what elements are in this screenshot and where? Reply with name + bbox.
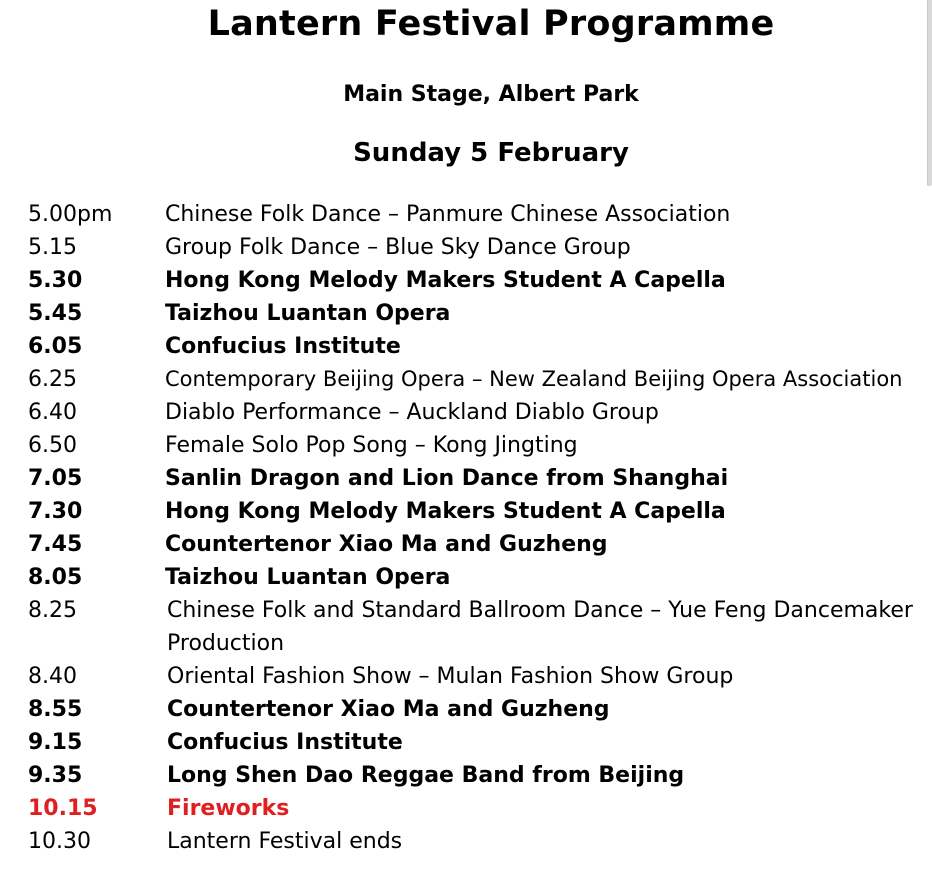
schedule-act: Chinese Folk Dance – Panmure Chinese Association: [165, 202, 731, 227]
schedule-row: [28, 363, 932, 396]
schedule-time: 5.00pm: [28, 202, 113, 227]
schedule-row: [28, 330, 932, 363]
schedule-act: Countertenor Xiao Ma and Guzheng: [165, 532, 608, 557]
schedule-act: Confucius Institute: [167, 730, 403, 755]
schedule-act: Fireworks: [167, 796, 290, 821]
schedule-time: 6.40: [28, 400, 77, 425]
schedule-time: 6.25: [28, 367, 77, 392]
schedule-act: Chinese Folk and Standard Ballroom Dance – Yue Feng Dancemaker Production: [167, 598, 913, 656]
schedule-time: 9.15: [28, 730, 83, 755]
schedule-act: Diablo Performance – Auckland Diablo Group: [165, 400, 659, 425]
schedule-row: [28, 726, 932, 759]
schedule-act: Taizhou Luantan Opera: [165, 565, 451, 590]
schedule-row: [28, 429, 932, 462]
schedule-row: [28, 528, 932, 561]
schedule-row: [28, 825, 932, 858]
schedule-list: [28, 198, 932, 858]
schedule-act: Hong Kong Melody Makers Student A Capella: [165, 499, 726, 524]
schedule-act: Lantern Festival ends: [167, 829, 403, 854]
schedule-time: 6.50: [28, 433, 77, 458]
schedule-time: 10.30: [28, 829, 91, 854]
venue-subtitle: Main Stage, Albert Park: [343, 82, 639, 107]
schedule-act: Long Shen Dao Reggae Band from Beijing: [167, 763, 685, 788]
schedule-time: 5.30: [28, 268, 83, 293]
schedule-row: [28, 693, 932, 726]
schedule-act: Contemporary Beijing Opera – New Zealand Beijing Opera Association: [165, 367, 903, 391]
schedule-act: Hong Kong Melody Makers Student A Capella: [165, 268, 726, 293]
schedule-row-highlight: [28, 792, 932, 825]
schedule-time: 8.55: [28, 697, 83, 722]
schedule-time: 8.40: [28, 664, 77, 689]
schedule-time: 8.05: [28, 565, 83, 590]
schedule-row: [28, 396, 932, 429]
schedule-row: [28, 561, 932, 594]
schedule-act: Countertenor Xiao Ma and Guzheng: [167, 697, 610, 722]
schedule-time: 6.05: [28, 334, 83, 359]
schedule-act: Oriental Fashion Show – Mulan Fashion Show Group: [167, 664, 734, 689]
schedule-act: Confucius Institute: [165, 334, 401, 359]
schedule-row: [28, 297, 932, 330]
schedule-row: [28, 594, 932, 660]
schedule-time: 7.05: [28, 466, 83, 491]
schedule-time: 5.15: [28, 235, 77, 260]
schedule-act: Taizhou Luantan Opera: [165, 301, 451, 326]
schedule-time: 7.30: [28, 499, 83, 524]
schedule-row: [28, 231, 932, 264]
schedule-row: [28, 495, 932, 528]
event-date: Sunday 5 February: [353, 138, 629, 168]
schedule-act: Sanlin Dragon and Lion Dance from Shanghai: [165, 466, 729, 491]
schedule-row: [28, 660, 932, 693]
scrollbar[interactable]: [927, 0, 932, 186]
schedule-row: [28, 759, 932, 792]
schedule-time: 8.25: [28, 598, 77, 623]
schedule-act: Female Solo Pop Song – Kong Jingting: [165, 433, 578, 458]
schedule-time: 9.35: [28, 763, 83, 788]
schedule-row: [28, 462, 932, 495]
schedule-row: [28, 264, 932, 297]
schedule-time: 10.15: [28, 796, 98, 821]
schedule-time: 7.45: [28, 532, 83, 557]
schedule-act: Group Folk Dance – Blue Sky Dance Group: [165, 235, 631, 260]
schedule-time: 5.45: [28, 301, 83, 326]
schedule-row: [28, 198, 932, 231]
page-title: Lantern Festival Programme: [207, 4, 775, 44]
